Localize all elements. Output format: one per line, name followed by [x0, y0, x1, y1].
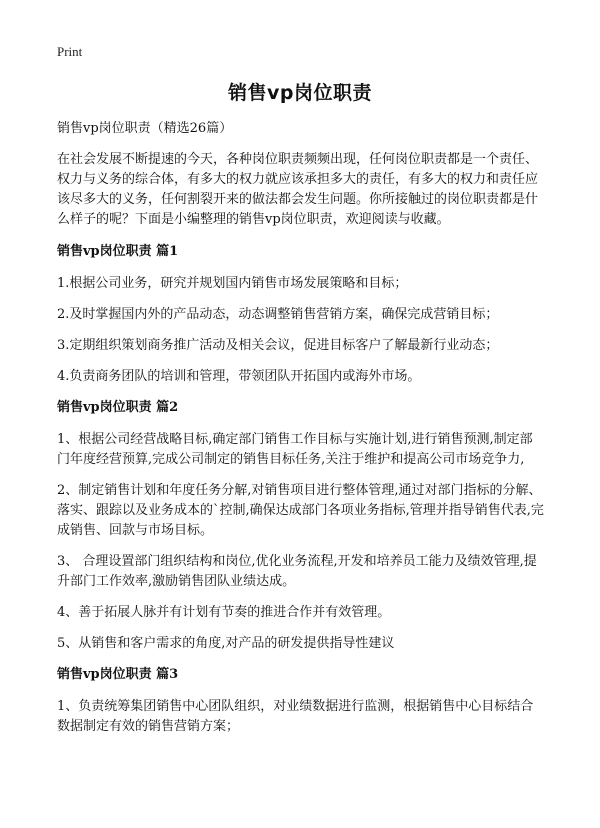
list-item: 3、 合理设置部门组织结构和岗位,优化业务流程,开发和培养员工能力及绩效管理,提升部门工作效率,激励销售团队业绩达成。 — [57, 554, 537, 589]
document-body — [57, 118, 544, 748]
section-heading: 销售vp岗位职责 篇1 — [57, 244, 179, 259]
section-heading: 销售vp岗位职责 篇2 — [57, 400, 179, 415]
list-item: 1.根据公司业务，研究并规划国内销售市场发展策略和目标； — [57, 276, 408, 291]
list-item: 4、善于拓展人脉并有计划有节奏的推进合作并有效管理。 — [57, 605, 391, 620]
section-heading: 销售vp岗位职责 篇3 — [57, 667, 179, 682]
list-item: 3.定期组织策划商务推广活动及相关会议，促进目标客户了解最新行业动态； — [57, 338, 499, 353]
print-link[interactable]: Print — [57, 44, 83, 59]
list-item: 4.负责商务团队的培训和管理，带领团队开拓国内或海外市场。 — [57, 369, 421, 384]
section-1 — [57, 242, 544, 387]
list-item: 5、从销售和客户需求的角度,对产品的研发提供指导性建议 — [57, 636, 395, 651]
document-subtitle: 销售vp岗位职责（精选26篇） — [57, 121, 233, 136]
list-item: 2、制定销售计划和年度任务分解,对销售项目进行整体管理,通过对部门指标的分解、落实、跟踪以及业务成本的`控制,确保达成部门各项业务指标,管理并指导销售代表,完成销售、回款与市场目标。 — [57, 483, 544, 538]
list-item: 1、负责统筹集团销售中心团队组织，对业绩数据进行监测，根据销售中心目标结合数据制定有效的销售营销方案； — [57, 699, 534, 734]
section-3 — [57, 665, 544, 737]
list-item: 2.及时掌握国内外的产品动态，动态调整销售营销方案，确保完成营销目标； — [57, 307, 499, 322]
page-title: 销售vp岗位职责 — [228, 82, 372, 104]
section-2 — [57, 398, 544, 654]
list-item: 1、根据公司经营战略目标,确定部门销售工作目标与实施计划,进行销售预测,制定部门年度经营预算,完成公司制定的销售目标任务,关注于维护和提高公司市场竞争力, — [57, 432, 533, 467]
intro-paragraph: 在社会发展不断提速的今天，各种岗位职责频频出现，任何岗位职责都是一个责任、权力与义务的综合体，有多大的权力就应该承担多大的责任，有多大的权力和责任应该尽多大的义务，任何割裂开来的做法都会发生问题。你所接触过的岗位职责都是什么样子的呢？下面是小编整理的销售vp岗位职责，欢迎阅读与收藏。 — [57, 152, 539, 227]
